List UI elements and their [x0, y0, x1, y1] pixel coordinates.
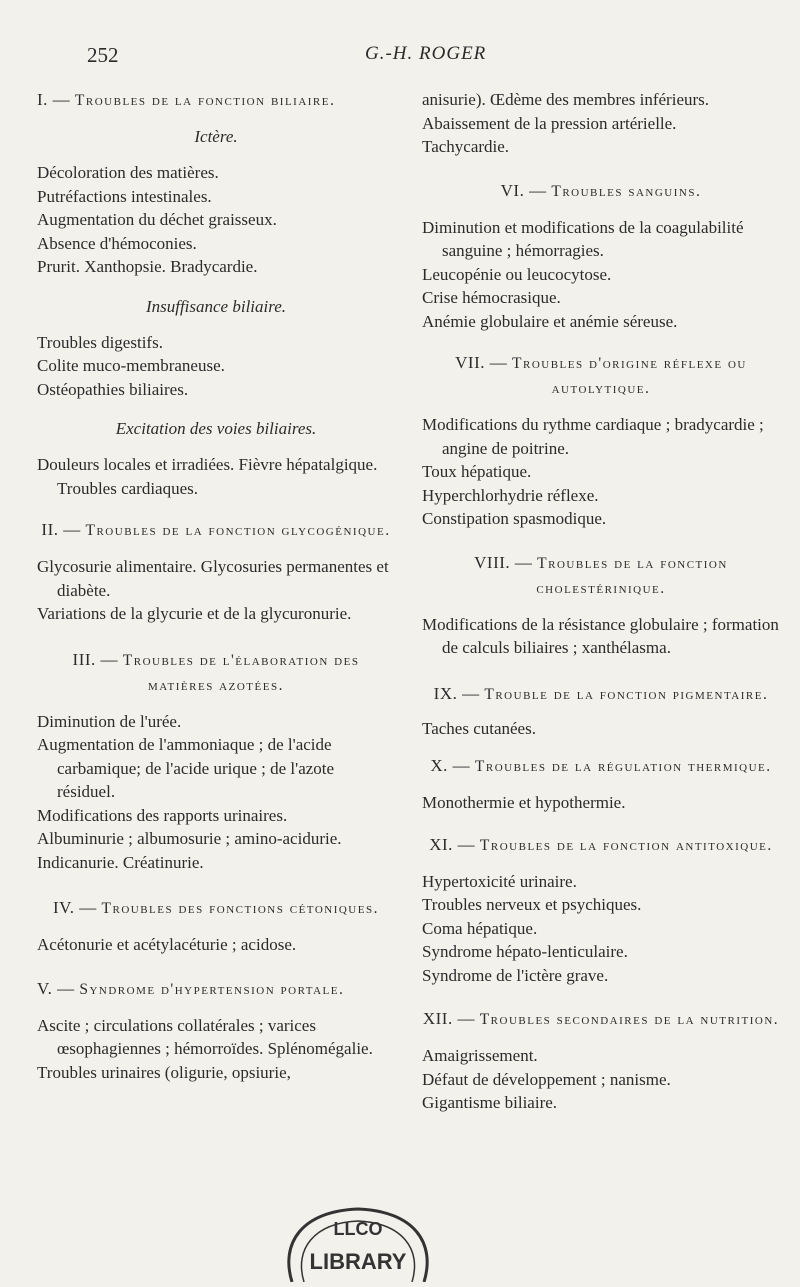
section-heading-9: IX. — Trouble de la fonction pigmentaire.: [433, 683, 769, 703]
list-item: Hypertoxicité urinaire.: [422, 871, 577, 891]
list-item: Colite muco-membraneuse.: [37, 356, 225, 375]
subheading-insuffisance: Insuffisance biliaire.: [145, 296, 287, 316]
section-heading-12: XII. — Troubles secondaires de la nutrition.: [422, 1009, 780, 1028]
list-item: Constipation spasmodique.: [422, 509, 607, 528]
stamp-library-text: LIBRARY: [309, 1249, 407, 1274]
monothermie-text: Monothermie et hypothermie.: [422, 793, 626, 812]
list-item: Coma hépatique.: [422, 918, 538, 938]
list-item: Toux hépatique.: [422, 462, 532, 481]
library-stamp: [262, 1203, 454, 1282]
right-column: [422, 88, 780, 1115]
list-item: Augmentation de l'ammoniaque ; de l'acide carbamique; de l'acide urique ; de l'azote résiduel.: [37, 735, 335, 801]
list-item: Modifications des rapports urinaires.: [37, 805, 288, 825]
subheading-excitation: Excitation des voies biliaires.: [115, 419, 317, 438]
left-column: [37, 88, 395, 1084]
subheading-ictere: Ictère.: [194, 127, 238, 146]
list-item: Prurit. Xanthopsie. Bradycardie.: [37, 257, 258, 276]
ictere-list: [37, 161, 395, 279]
excitation-text: Douleurs locales et irradiées. Fièvre hépatalgique. Troubles cardiaques.: [37, 455, 378, 498]
library-stamp-graphic: [262, 1203, 454, 1282]
list-item: Anémie globulaire et anémie séreuse.: [422, 311, 678, 331]
page-header: [0, 43, 800, 73]
list-item: Hyperchlorhydrie réflexe.: [422, 485, 599, 505]
list-item: Crise hémocrasique.: [422, 288, 561, 307]
list-item: Tachycardie.: [422, 137, 510, 156]
taches-text: Taches cutanées.: [422, 718, 536, 738]
stamp-top-text: LLCO: [333, 1219, 383, 1239]
section-heading-2: II. — Troubles de la fonction glycogénique.: [41, 520, 391, 539]
list-item: Leucopénie ou leucocytose.: [422, 264, 612, 284]
list-item: Putréfactions intestinales.: [37, 186, 212, 206]
ascite-text: Ascite ; circulations collatérales ; varices œsophagiennes ; hémorroïdes. Splénomégalie.: [37, 1015, 373, 1058]
section-heading-11: XI. — Troubles de la fonction antitoxique.: [429, 834, 773, 854]
section-heading-8: VIII. — Troubles de la fonction cholestérinique.: [474, 552, 728, 597]
continuation-text: anisurie). Œdème des membres inférieurs.: [422, 90, 710, 109]
list-item: Modifications du rythme cardiaque ; bradycardie ; angine de poitrine.: [422, 415, 764, 458]
list-item: Abaissement de la pression artérielle.: [422, 113, 677, 133]
list-item: Ostéopathies biliaires.: [37, 379, 189, 399]
section-heading-10: X. — Troubles de la régulation thermique.: [430, 756, 772, 775]
section-heading-1: I. — Troubles de la fonction biliaire.: [37, 90, 336, 109]
list-item: Absence d'hémoconies.: [37, 233, 197, 253]
list-item: Décoloration des matières.: [37, 163, 219, 182]
list-item: Syndrome hépato-lenticulaire.: [422, 942, 628, 961]
section-heading-5: V. — Syndrome d'hypertension portale.: [37, 978, 345, 998]
list-item: Gigantisme biliaire.: [422, 1093, 558, 1112]
page-number: 252: [87, 43, 119, 67]
list-item: Troubles nerveux et psychiques.: [422, 895, 642, 914]
list-item: Augmentation du déchet graisseux.: [37, 210, 277, 229]
insuffisance-list: [37, 331, 395, 402]
list-item: Syndrome de l'ictère grave.: [422, 965, 609, 985]
list-item: Troubles digestifs.: [37, 332, 163, 352]
acetonurie-text: Acétonurie et acétylacéturie ; acidose.: [37, 935, 297, 954]
section-heading-6: VI. — Troubles sanguins.: [500, 180, 702, 200]
list-item: Défaut de développement ; nanisme.: [422, 1069, 671, 1089]
section-heading-4: IV. — Troubles des fonctions cétoniques.: [53, 898, 379, 917]
section-heading-7: VII. — Troubles d'origine réflexe ou autolytique.: [455, 353, 747, 397]
list-item: Diminution et modifications de la coagulabilité sanguine ; hémorragies.: [422, 217, 744, 260]
list-item: Albuminurie ; albumosurie ; amino-acidurie.: [37, 829, 342, 848]
glycurie-text: Variations de la glycurie et de la glycuronurie.: [37, 604, 352, 623]
list-item: Indicanurie. Créatinurie.: [37, 852, 204, 872]
list-item: Diminution de l'urée.: [37, 711, 182, 731]
running-title: G.-H. ROGER: [365, 43, 487, 64]
urinaires-text: Troubles urinaires (oligurie, opsiurie,: [37, 1062, 291, 1082]
list-item: Amaigrissement.: [422, 1046, 538, 1065]
glycosurie-text: Glycosurie alimentaire. Glycosuries permanentes et diabète.: [37, 557, 389, 600]
cholesterinique-text: Modifications de la résistance globulaire ; formation de calculs biliaires ; xanthélasma.: [422, 614, 779, 657]
section-heading-3: III. — Troubles de l'élaboration des matières azotées.: [72, 649, 360, 694]
